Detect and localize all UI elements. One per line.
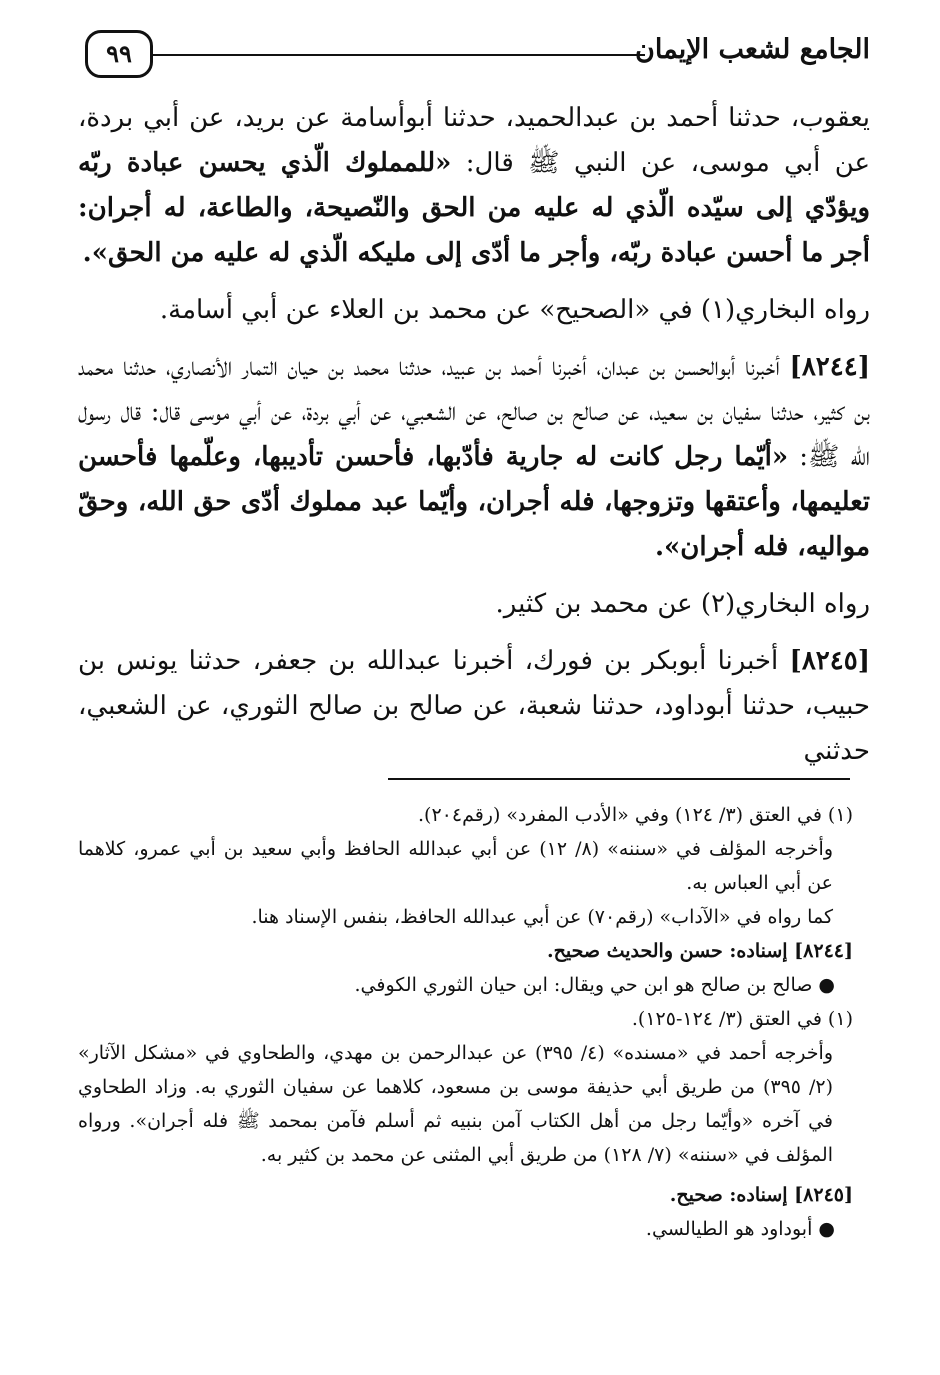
footnote-1-note: كما رواه في «الآداب» (رقم٧٠) عن أبي عبدالله الحافظ، بنفس الإسناد هنا. [251,906,833,928]
isnad-text: أخبرنا أبوبكر بن فورك، أخبرنا عبدالله بن جعفر، حدثنا يونس بن حبيب، حدثنا أبوداود، حدثنا شعبة، عن صالح بن صالح الثوري، عن الشعبي، حدثني [78,646,870,766]
grading-text: إسناده: حسن والحديث صحيح. [546,940,795,962]
hadith-paragraph-8244 [78,345,870,570]
footnote-1-takhrij: وأخرجه المؤلف في «سننه» (٨/ ١٢) عن أبي عبدالله الحافظ وأبي سعيد بن أبي عمرو، كلاهما عن أبي العباس به. [78,838,833,894]
isnad-text: أخبرنا أبوالحسن بن عبدان، أخبرنا أحمد بن عبيد، حدثنا محمد بن حيان التمار الأنصاري، حدثنا محمد بن كثير، حدثنا سفيان بن سعيد، عن صالح بن صالح، عن الشعبي، عن أبي بردة، عن أبي موسى قال: قال رسول الله ﷺ: [78,352,870,472]
note-8245-bullet: ● أبوداود هو الطيالسي. [645,1218,835,1240]
page-header [80,28,870,80]
reference-paragraph-2: رواه البخاري(٢) عن محمد بن كثير. [495,589,870,619]
footnote-1: (١) في العتق (٣/ ١٢٤) وفي «الأدب المفرد» (رقم٢٠٤). [417,804,853,826]
main-text [78,96,870,774]
footnote-2-takhrij: وأخرجه أحمد في «مسنده» (٤/ ٣٩٥) عن عبدالرحمن بن مهدي، والطحاوي في «مشكل الآثار» (٢/ ٣٩٥) من طريق أبي حذيفة موسى بن مسعود، كلاهما عن سفيان الثوري به. وزاد الطحاوي في آخره «وأيّما رجل من أهل الكتاب آمن بنبيه ثم أسلم فآمن بمحمد ﷺ فله أجران». ورواه المؤلف في «سننه» (٧/ ١٢٨) من طريق أبي المثنى عن محمد بن كثير به. [78,1042,833,1166]
note-8244-bullet: ● صالح بن صالح هو ابن حي ويقال: ابن حيان الثوري الكوفي. [354,974,835,996]
isnad-text: يعقوب، حدثنا أحمد بن عبدالحميد، حدثنا أبوأسامة عن بريد، عن أبي بردة، عن أبي موسى، عن النبي ﷺ قال: [78,103,871,178]
grading-text: إسناده: صحيح. [669,1184,795,1206]
footnote-separator [388,778,850,780]
hadith-paragraph-8245 [78,639,870,774]
note-8244-grading [78,934,853,968]
page-number-badge: ٩٩ [85,30,153,78]
book-title: الجامع لشعب الإيمان [635,34,870,65]
header-rule [150,54,645,56]
footnote-2: (١) في العتق (٣/ ١٢٤-١٢٥). [631,1008,853,1030]
reference-paragraph-1: رواه البخاري(١) في «الصحيح» عن محمد بن العلاء عن أبي أسامة. [159,295,870,325]
hadith-number: [٨٢٤٥] [794,1184,853,1206]
hadith-number: [٨٢٤٤] [789,352,870,382]
hadith-paragraph-1 [78,96,870,276]
hadith-number: [٨٢٤٥] [789,646,870,676]
note-8245-grading [78,1178,853,1212]
matn-text: «للمملوك الّذي يحسن عبادة ربّه ويؤدّي إلى سيّده الّذي له عليه من الحق والنّصيحة، والطاعة، له أجران: أجر ما أحسن عبادة ربّه، وأجر ما أدّى إلى مليكه الّذي له عليه من الحق». [78,148,870,268]
footnotes [78,798,853,1246]
hadith-number: [٨٢٤٤] [794,940,853,962]
matn-text: «أيّما رجل كانت له جارية فأدّبها، فأحسن تأديبها، وعلّمها فأحسن تعليمها، وأعتقها وتزوجها، فله أجران، وأيّما عبد مملوك أدّى حق الله، وحقّ مواليه، فله أجران». [78,442,870,562]
